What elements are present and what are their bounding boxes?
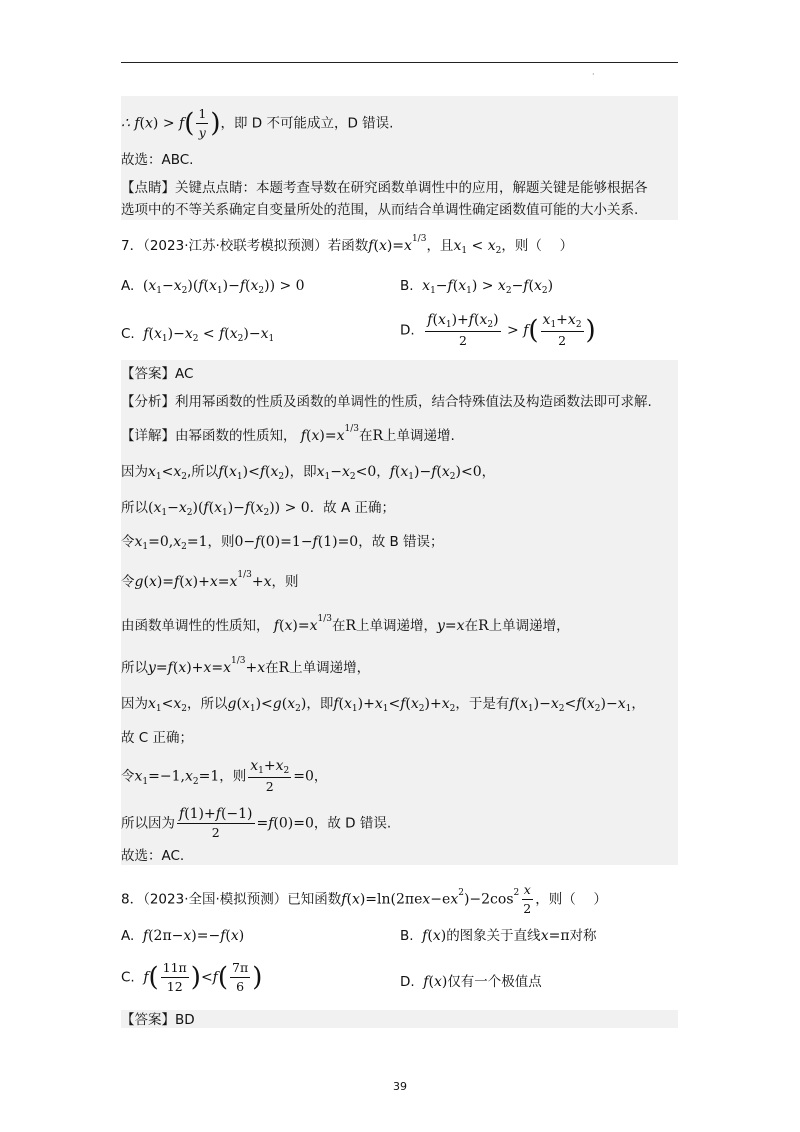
q7-detail-9: 故 C 正确；	[121, 730, 194, 746]
prev-remark-1: 【点睛】关键点点睛：本题考查导数在研究函数单调性中的应用，解题关键是能够根据各	[121, 180, 648, 196]
q7-detail-10: 令$x_1=-1,x_2=1$，则 $\frac{x_1+x_2}{2}$ =0，	[121, 758, 328, 794]
q7-detail-8: 因为$x_1<x_2$，所以$g(x_1)<g(x_2)$，即$f(x_1)+x_1<f(x_2)+x_2$，于是有$f(x_1)-x_2<f(x_2)-x_1$，	[121, 696, 645, 714]
q8-stem: 8．（2023·全国·模拟预测）已知函数$f(x)=\ln(2\pi ex-ex^2)-2\cos^2$ $\frac{x}{2}$ ，则（ ）	[121, 882, 607, 916]
q8-option-a: A. f(2π−x)=−f(x)	[121, 928, 245, 944]
q7-option-a: A. $(x_1-x_2)(f(x_1)-f(x_2)) > 0$	[121, 278, 305, 296]
header-dot: ·	[592, 70, 595, 79]
q7-choice: 故选：AC.	[121, 848, 185, 864]
q7-detail-4: 令$x_1=0,x_2=1$，则0−f(0)=1−f(1)=0，故 B 错误；	[121, 534, 444, 552]
q8-answer: 【答案】BD	[121, 1012, 195, 1028]
q7-option-b: B. $x_1-f(x_1) > x_2-f(x_2)$	[400, 278, 554, 296]
page-number: 39	[393, 1080, 407, 1093]
q8-option-b: B. f(x)的图象关于直线x=π对称	[400, 928, 597, 944]
prev-choice: 故选：ABC.	[121, 152, 194, 168]
q7-detail-11: 所以因为 $\frac{f(1)+f(-1)}{2}$ =f(0)=0，故 D 错误.	[121, 806, 392, 840]
q7-option-c: C. $f(x_1)-x_2 < f(x_2)-x_1$	[121, 326, 275, 344]
prev-d-line: ∴ f(x) > f( $\frac{1}{y}$ )，即 D 不可能成立，D 错误.	[121, 106, 394, 140]
q7-detail-2: 因为$x_1<x_2$,所以$f(x_1)<f(x_2)$，即$x_1-x_2<0$，$f(x_1)-f(x_2)<0$，	[121, 464, 496, 482]
q7-detail-6: 由函数单调性的性质知， $f(x)=x^{1/3}$在R上单调递增，y=x在R上单调递增，	[121, 614, 570, 634]
q7-detail-5: 令$g(x)=f(x)+x=x^{1/3}+x$，则	[121, 570, 299, 590]
q7-stem: 7．（2023·江苏·校联考模拟预测）若函数$f(x)=x^{1/3}$，且$x_1 < x_2$，则（ ）	[121, 234, 574, 256]
q7-answer: 【答案】AC	[121, 366, 194, 382]
q7-detail-3: 所以$(x_1-x_2)(f(x_1)-f(x_2)) > 0$．故 A 正确；	[121, 500, 396, 518]
q8-option-c: C. f( $\frac{11\pi}{12}$ )<f( $\frac{7\pi}{6}$ )	[121, 960, 263, 994]
q7-detail-1: 【详解】由幂函数的性质知， $f(x)=x^{1/3}$在R上单调递增.	[121, 424, 455, 444]
header-rule	[121, 62, 678, 63]
q7-analysis: 【分析】利用幂函数的性质及函数的单调性的性质，结合特殊值法及构造函数法即可求解.	[121, 394, 652, 410]
q7-detail-7: 所以$y=f(x)+x=x^{1/3}+x$在R上单调递增，	[121, 656, 371, 676]
prev-remark-2: 选项中的不等关系确定自变量所处的范围，从而结合单调性确定函数值可能的大小关系.	[121, 202, 639, 218]
q7-option-d: D. $\frac{f(x_1)+f(x_2)}{2}$ > f( $\frac{x_1+x_2}{2}$ )	[400, 312, 596, 348]
q8-option-d: D. f(x)仅有一个极值点	[400, 974, 542, 990]
